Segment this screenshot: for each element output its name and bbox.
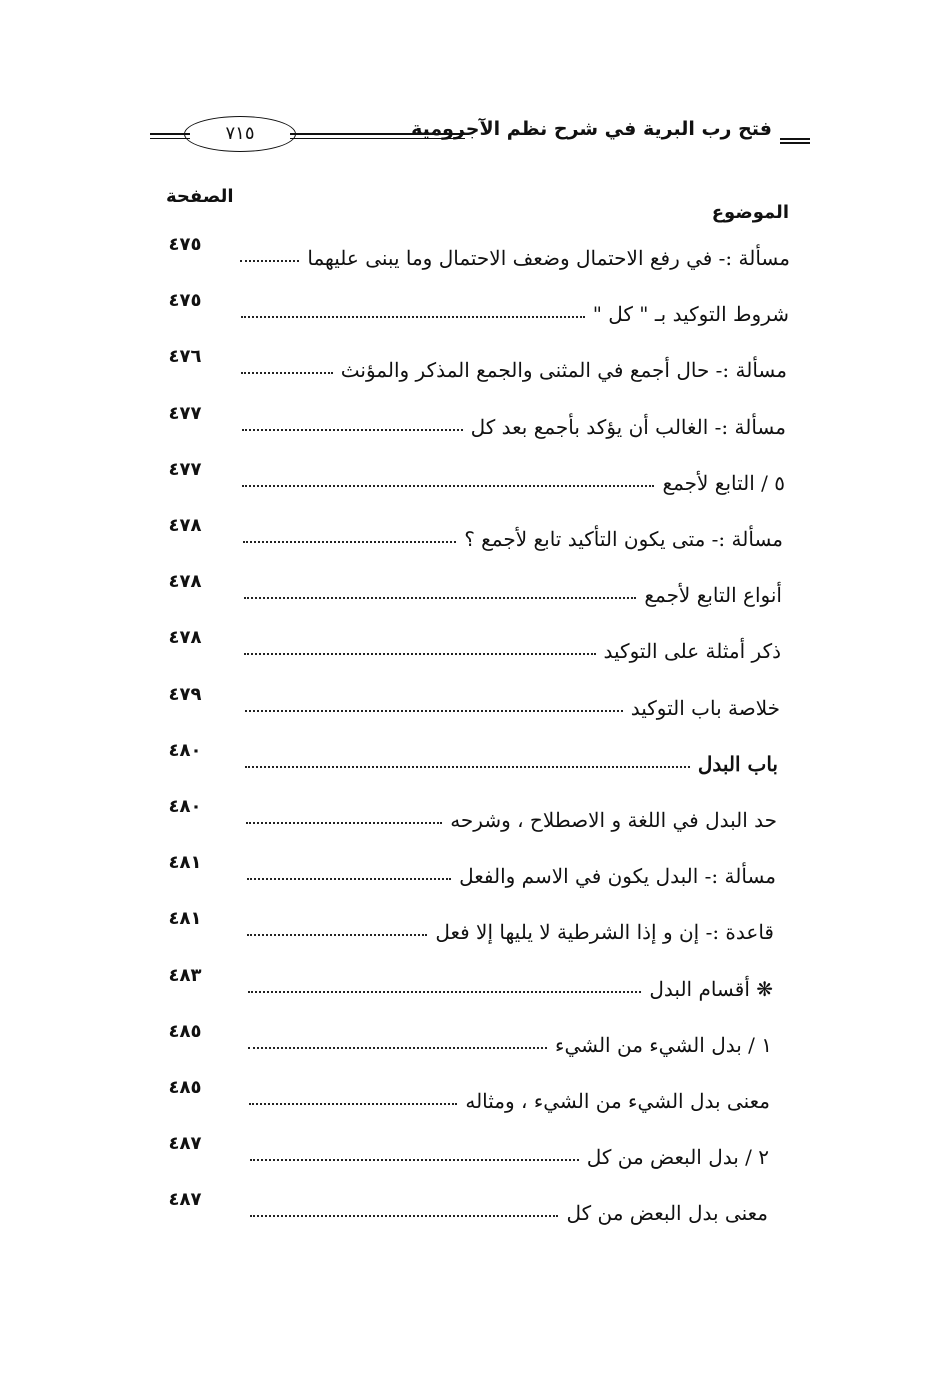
- toc-entry: [150, 1075, 790, 1115]
- toc-entry-page: ٤٨٥: [168, 1077, 202, 1098]
- running-header: [150, 108, 810, 154]
- toc-entry-title: معنى بدل البعض من كل: [566, 1201, 768, 1226]
- toc-entry-title: قاعدة :- إن و إذا الشرطية لا يليها إلا فعل: [435, 920, 774, 945]
- toc-entry-title: حد البدل في اللغة و الاصطلاح ، وشرحه: [450, 808, 777, 832]
- toc-entry-title: ذكر أمثلة على التوكيد: [603, 639, 781, 664]
- toc-entry: [150, 1187, 790, 1227]
- toc-entry-page: ٤٧٦: [168, 346, 202, 368]
- toc-entry-title: مسألة :- في رفع الاحتمال وضعف الاحتمال وما يبنى عليهما: [307, 246, 790, 270]
- toc-entry: [150, 457, 790, 497]
- toc-entry: [150, 1131, 790, 1171]
- toc-entry: [150, 1019, 790, 1059]
- toc-entry: [150, 401, 790, 441]
- toc-entry-page: ٤٧٨: [168, 571, 202, 593]
- toc-entry-page: ٤٨٧: [168, 1189, 202, 1211]
- topic-column-heading: الموضوع: [711, 202, 789, 223]
- header-rule: [290, 133, 465, 139]
- toc-entry-page: ٤٧٥: [168, 290, 202, 312]
- toc-entry-page: ٤٧٨: [168, 515, 202, 536]
- toc-entry: [150, 794, 790, 834]
- dot-leader: [242, 429, 463, 431]
- dot-leader: [250, 1215, 558, 1217]
- toc-entry-page: ٤٨١: [168, 908, 202, 930]
- toc-entry-page: ٤٧٥: [168, 234, 202, 255]
- toc-entry-title: ٥ / التابع لأجمع: [662, 470, 785, 495]
- dot-leader: [249, 1103, 457, 1105]
- dot-leader: [247, 934, 427, 936]
- toc-entry-title: خلاصة باب التوكيد: [630, 695, 780, 720]
- toc-entry: [150, 850, 790, 890]
- toc-entry-title: ❋ أقسام البدل: [649, 976, 773, 1001]
- dot-leader: [245, 766, 690, 768]
- dot-leader: [247, 878, 451, 880]
- dot-leader: [244, 597, 636, 599]
- dot-leader: [250, 1159, 579, 1161]
- toc-entry: [150, 344, 790, 384]
- toc-entry-title: مسألة :- البدل يكون في الاسم والفعل: [459, 864, 776, 889]
- dot-leader: [241, 372, 333, 374]
- toc-entry-title: مسألة :- الغالب أن يؤكد بأجمع بعد كل: [470, 414, 786, 439]
- toc-entry-page: ٤٨٠: [168, 739, 202, 761]
- dot-leader: [243, 541, 456, 543]
- toc-entry-page: ٤٨٣: [168, 964, 202, 986]
- page-column-heading: الصفحة: [166, 186, 234, 207]
- dot-leader: [245, 710, 623, 712]
- book-title: فتح رب البرية في شرح نظم الآجرومية: [411, 118, 772, 140]
- toc-entry-title: مسألة :- حال أجمع في المثنى والجمع المذكر والمؤنث: [340, 358, 787, 383]
- toc-entry-page: ٤٧٩: [168, 683, 202, 705]
- toc-entry: [150, 288, 790, 328]
- toc-entry-title: مسألة :- متى يكون التأكيد تابع لأجمع ؟: [464, 527, 783, 551]
- toc-entry-page: ٤٨٥: [168, 1020, 202, 1042]
- dot-leader: [246, 822, 442, 824]
- toc-entry: [150, 232, 790, 272]
- toc-entry-page: ٤٧٧: [168, 458, 202, 480]
- page-number: ٧١٥: [184, 116, 296, 152]
- dot-leader: [242, 485, 654, 487]
- toc-entry: [150, 682, 790, 722]
- toc-entry-title: باب البدل: [697, 751, 778, 776]
- toc-entry: [150, 963, 790, 1003]
- dot-leader: [248, 1047, 547, 1049]
- toc-entry-title: شروط التوكيد بـ " كل ": [592, 302, 789, 327]
- toc-entry-page: ٤٧٨: [168, 627, 202, 649]
- toc-entry: [150, 513, 790, 553]
- header-ornament: [780, 138, 810, 144]
- toc-entry-page: ٤٧٧: [168, 402, 202, 424]
- dot-leader: [240, 260, 299, 262]
- toc-entry: [150, 569, 790, 609]
- toc-entry-page: ٤٨٧: [168, 1133, 202, 1155]
- toc-entry: [150, 738, 790, 778]
- toc-entry-title: ١ / بدل الشيء من الشيء: [555, 1032, 772, 1057]
- toc-entry-title: أنواع التابع لأجمع: [644, 583, 782, 608]
- toc-entry: [150, 906, 790, 946]
- toc-entry-page: ٤٨٠: [168, 796, 202, 817]
- toc-entry-title: معنى بدل الشيء من الشيء ، ومثاله: [465, 1089, 770, 1113]
- dot-leader: [241, 316, 585, 318]
- dot-leader: [244, 653, 596, 655]
- toc-entry-page: ٤٨١: [168, 852, 202, 874]
- toc-entry-title: ٢ / بدل البعض من كل: [586, 1145, 769, 1170]
- dot-leader: [248, 991, 641, 993]
- toc-entry: [150, 625, 790, 665]
